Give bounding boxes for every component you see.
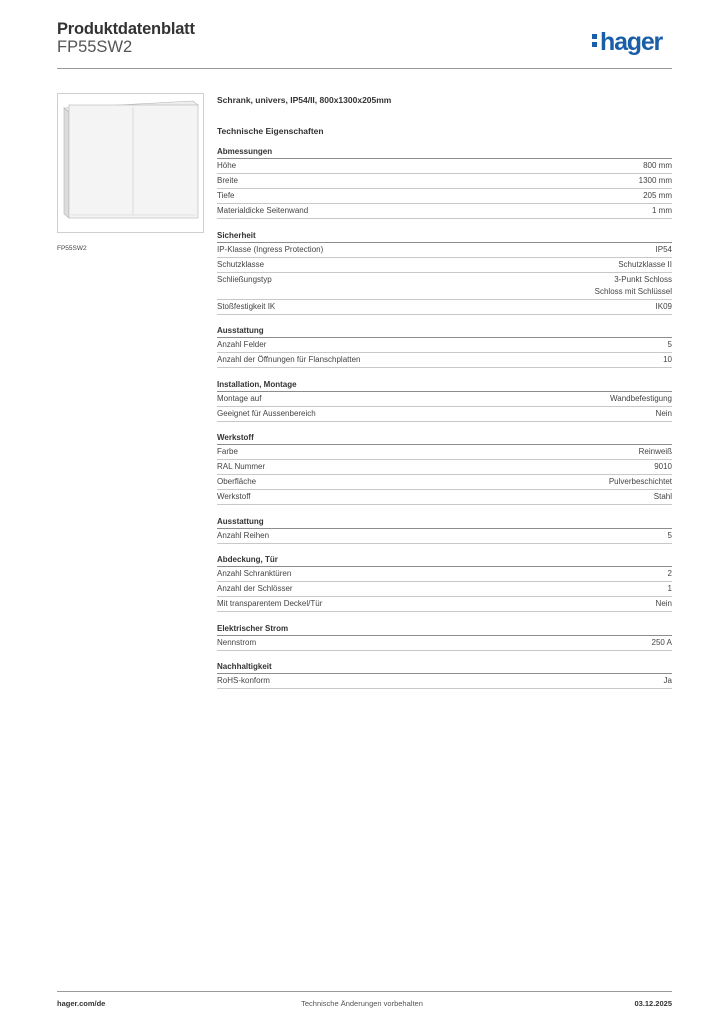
spec-section <box>217 622 672 651</box>
spec-value <box>609 476 672 488</box>
spec-label: Anzahl Felder <box>217 340 267 349</box>
spec-label: Werkstoff <box>217 492 251 501</box>
spec-row <box>217 567 672 582</box>
spec-value <box>668 530 672 542</box>
spec-row <box>217 582 672 597</box>
section-title: Elektrischer Strom <box>217 622 672 636</box>
spec-section <box>217 229 672 315</box>
spec-value <box>668 583 672 595</box>
footer-divider <box>57 991 672 992</box>
spec-label: Anzahl der Schlösser <box>217 584 293 593</box>
product-code: FP55SW2 <box>57 38 133 56</box>
spec-value-line: 205 mm <box>643 191 672 200</box>
spec-row <box>217 189 672 204</box>
section-title: Werkstoff <box>217 431 672 445</box>
spec-value-line: 1300 mm <box>638 176 672 185</box>
spec-section <box>217 515 672 544</box>
section-title: Abdeckung, Tür <box>217 553 672 567</box>
spec-value-line: 5 <box>667 340 672 349</box>
spec-row <box>217 529 672 544</box>
spec-value-line: 250 A <box>651 637 672 647</box>
spec-value-line: Reinweiß <box>638 447 672 456</box>
page-title: Produktdatenblatt <box>57 20 195 38</box>
spec-value <box>656 598 672 610</box>
spec-row <box>217 159 672 174</box>
spec-label: Mit transparentem Deckel/Tür <box>217 599 323 608</box>
spec-content <box>217 92 672 699</box>
spec-section <box>217 660 672 689</box>
spec-row <box>217 258 672 273</box>
spec-label: Oberfläche <box>217 477 257 486</box>
section-title: Installation, Montage <box>217 378 672 392</box>
spec-label: Nennstrom <box>217 637 257 647</box>
logo-colon-icon <box>592 33 597 49</box>
spec-value <box>652 205 672 217</box>
section-title: Abmessungen <box>217 145 672 159</box>
spec-value-line: 3-Punkt Schloss <box>614 274 672 284</box>
spec-section <box>217 553 672 612</box>
spec-value-line: Schloss mit Schlüssel <box>594 286 672 296</box>
spec-row <box>217 273 672 300</box>
spec-row <box>217 353 672 368</box>
spec-value <box>668 568 672 580</box>
logo-text: hager <box>600 28 663 56</box>
spec-section <box>217 378 672 422</box>
spec-label: IP-Klasse (Ingress Protection) <box>217 244 324 254</box>
spec-row <box>217 174 672 189</box>
spec-value <box>610 393 672 405</box>
spec-value-line: Pulverbeschichtet <box>608 477 672 486</box>
section-title: Sicherheit <box>217 229 672 243</box>
spec-value <box>654 461 672 473</box>
spec-value-line: 5 <box>667 530 672 540</box>
spec-value-line: 1 mm <box>652 206 672 215</box>
spec-value <box>663 354 672 366</box>
spec-label: Breite <box>217 176 238 185</box>
spec-row <box>217 490 672 505</box>
header-divider <box>57 68 672 69</box>
spec-label: Geeignet für Aussenbereich <box>217 408 316 418</box>
spec-row <box>217 636 672 651</box>
spec-value <box>595 274 672 298</box>
spec-value <box>656 244 672 256</box>
spec-row <box>217 243 672 258</box>
spec-section <box>217 145 672 219</box>
section-title: Ausstattung <box>217 324 672 338</box>
tech-properties-heading: Technische Eigenschaften <box>217 126 324 136</box>
spec-value <box>639 446 672 458</box>
spec-value-line: IP54 <box>655 244 672 254</box>
spec-value <box>654 491 672 503</box>
spec-sections <box>217 145 672 689</box>
spec-label: Montage auf <box>217 393 262 403</box>
spec-value <box>643 160 672 172</box>
spec-label: Anzahl Reihen <box>217 530 270 540</box>
spec-section <box>217 431 672 505</box>
spec-label: Tiefe <box>217 191 235 200</box>
spec-value-line: Ja <box>663 676 672 685</box>
spec-row <box>217 392 672 407</box>
spec-row <box>217 475 672 490</box>
spec-row <box>217 445 672 460</box>
image-caption: FP55SW2 <box>57 245 87 252</box>
spec-label: Anzahl Schranktüren <box>217 569 292 578</box>
spec-label: Anzahl der Öffnungen für Flanschplatten <box>217 355 361 364</box>
spec-value-line: 10 <box>663 355 672 364</box>
spec-section <box>217 324 672 368</box>
spec-value <box>664 675 672 687</box>
section-title: Ausstattung <box>217 515 672 529</box>
spec-row <box>217 674 672 689</box>
spec-row <box>217 300 672 315</box>
spec-label: Farbe <box>217 447 238 456</box>
spec-value-line: 1 <box>667 584 672 593</box>
spec-label: Stoßfestigkeit IK <box>217 301 276 311</box>
section-title: Nachhaltigkeit <box>217 660 672 674</box>
spec-value <box>643 190 672 202</box>
cabinet-illustration <box>58 94 203 232</box>
footer-date: 03.12.2025 <box>634 999 672 1008</box>
product-image <box>57 93 204 233</box>
spec-value <box>656 301 672 313</box>
footer-disclaimer: Technische Änderungen vorbehalten <box>301 999 423 1008</box>
spec-row <box>217 407 672 422</box>
spec-value <box>639 175 672 187</box>
spec-row <box>217 338 672 353</box>
hager-logo <box>592 27 662 57</box>
spec-value <box>618 259 672 271</box>
spec-value-line: IK09 <box>655 301 672 311</box>
spec-label: Schutzklasse <box>217 259 265 269</box>
spec-row <box>217 597 672 612</box>
spec-value-line: Schutzklasse II <box>618 259 672 269</box>
spec-label: Materialdicke Seitenwand <box>217 206 309 215</box>
spec-value-line: Stahl <box>653 492 672 501</box>
spec-value-line: 9010 <box>654 462 672 471</box>
spec-value-line: Nein <box>655 408 672 418</box>
product-title: Schrank, univers, IP54/II, 800x1300x205mm <box>217 95 392 105</box>
spec-label: RoHS-konform <box>217 676 270 685</box>
spec-row <box>217 460 672 475</box>
spec-value <box>652 637 672 649</box>
spec-value <box>668 339 672 351</box>
spec-value-line: 800 mm <box>643 161 672 170</box>
footer-website-link[interactable]: hager.com/de <box>57 999 106 1008</box>
spec-label: Höhe <box>217 161 237 170</box>
spec-label: RAL Nummer <box>217 462 266 471</box>
spec-row <box>217 204 672 219</box>
spec-value <box>656 408 672 420</box>
spec-label: Schließungstyp <box>217 274 272 284</box>
spec-value-line: Wandbefestigung <box>610 393 672 403</box>
spec-value-line: Nein <box>655 599 672 608</box>
spec-value-line: 2 <box>667 569 672 578</box>
